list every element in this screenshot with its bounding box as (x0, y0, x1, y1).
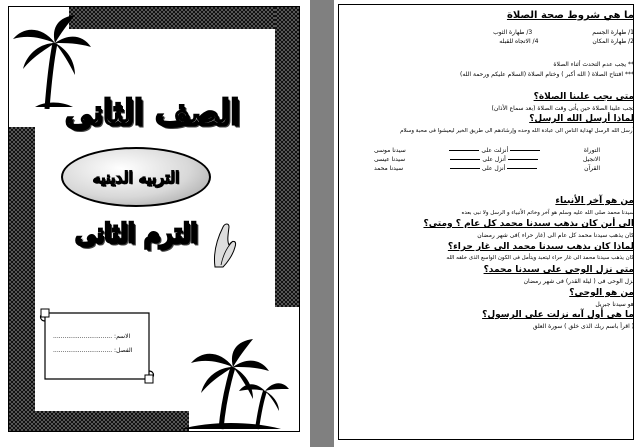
left-pattern-column (9, 127, 35, 432)
class-value: ............................... (53, 347, 113, 354)
subject-oval (61, 147, 211, 207)
q6-title: لماذا كان يذهب سيدنا محمد الى غار حراء؟ (447, 242, 634, 252)
right-pattern-column (275, 7, 300, 307)
q2-answer: تجب علينا الصلاة حين يأتى وقت الصلاة (بعد سماع الأذان) (491, 105, 634, 112)
name-field (53, 333, 130, 340)
q9-answer: ( اقرأ باسم ربك الذى خلق ) سورة العلق (532, 323, 634, 330)
q8-title: من هو الوحي؟ (569, 288, 634, 298)
q9-title: ما هى أول آيه نزلت على الرسول؟ (482, 310, 634, 320)
book-row (374, 146, 600, 155)
q7-title: متى نزل الوحي على سيدنا محمد؟ (483, 265, 634, 275)
q1-title: ما هي شروط صحة الصلاة (506, 10, 634, 21)
q1-note-1: ** يجب عدم التحدث أثناء الصلاة (553, 61, 634, 68)
name-label: الاسم: (114, 333, 131, 340)
q4-answer: سيدنا محمد صلى الله عليه وسلم هو آخر وخاتم الأنبياء و الرسل ولا نبى بعده (461, 210, 634, 216)
class-label: الفصل: (114, 347, 133, 354)
book-verb: أنزلت على (481, 147, 509, 154)
q3-answer: أرسل الله الرسل لهداية الناس الى عبادة الله وحده وإرشادهم الى طريق الخير ليعيشوا فى محبة وسلام (400, 128, 634, 134)
name-scroll (37, 307, 157, 385)
book-verb: أنزل على (482, 156, 506, 163)
cover-page (0, 0, 310, 447)
q6-answer: كان يذهب سيدنا محمد الى غار حراء ليتعبد ويتأمل فى الكون الواسع الذى خلقه الله (446, 255, 634, 261)
q5-answer: كان يذهب سيدنا محمد كل عام الى (غار حراء )فى شهر رمضان (477, 232, 634, 239)
book-prophet: سيدنا محمد (374, 165, 404, 172)
q1-note-2: *** افتتاح الصلاة ( الله أكبر ) وختام الصلاة (السلام عليكم ورحمة الله) (460, 71, 634, 78)
q1-item-3: 3/ طهارة الثوب (493, 29, 533, 36)
q2-title: متى يجب علينا الصلاة؟ (533, 92, 634, 102)
subject-label: التربيه الدينيه (92, 167, 180, 187)
grade-title: الصف الثانى (65, 93, 240, 133)
content-page (334, 0, 640, 447)
class-field (53, 347, 132, 354)
q4-title: من هو آخر الأنبياء (555, 196, 634, 206)
book-prophet: سيدنا موسى (374, 147, 406, 154)
q1-item-4: 4/ الاتجاه للقبله (499, 38, 539, 45)
book-row (374, 155, 600, 164)
hands-icon (209, 219, 241, 269)
cover-frame (8, 6, 300, 432)
book-prophet: سيدنا عيسى (374, 156, 406, 163)
name-value: ............................... (53, 333, 113, 340)
q1-item-1: 1/ طهارة الجسم (592, 29, 634, 36)
q1-items (338, 28, 634, 46)
book-name: التوراة (583, 147, 600, 154)
term-title: الترم الثانى (75, 219, 198, 249)
book-name: القرآن (584, 165, 600, 172)
book-verb: أنزل على (481, 165, 506, 172)
q8-answer: هو سيدنا جبريل (595, 301, 634, 308)
books-list (374, 146, 600, 173)
book-name: الانجيل (583, 156, 600, 163)
q7-answer: نزل الوحى فى ( ليلة القدر) فى شهر رمضان (523, 278, 634, 285)
book-row (374, 164, 600, 173)
q1-item-2: 2/ طهارة المكان (592, 38, 634, 45)
q5-title: الى أين كان يذهب سيدنا محمد كل عام ؟ ومتى؟ (423, 219, 634, 229)
q3-title: لماذا أرسل الله الرسل؟ (529, 114, 634, 124)
top-pattern-band (69, 7, 300, 29)
palm-trees-icon (161, 337, 291, 431)
